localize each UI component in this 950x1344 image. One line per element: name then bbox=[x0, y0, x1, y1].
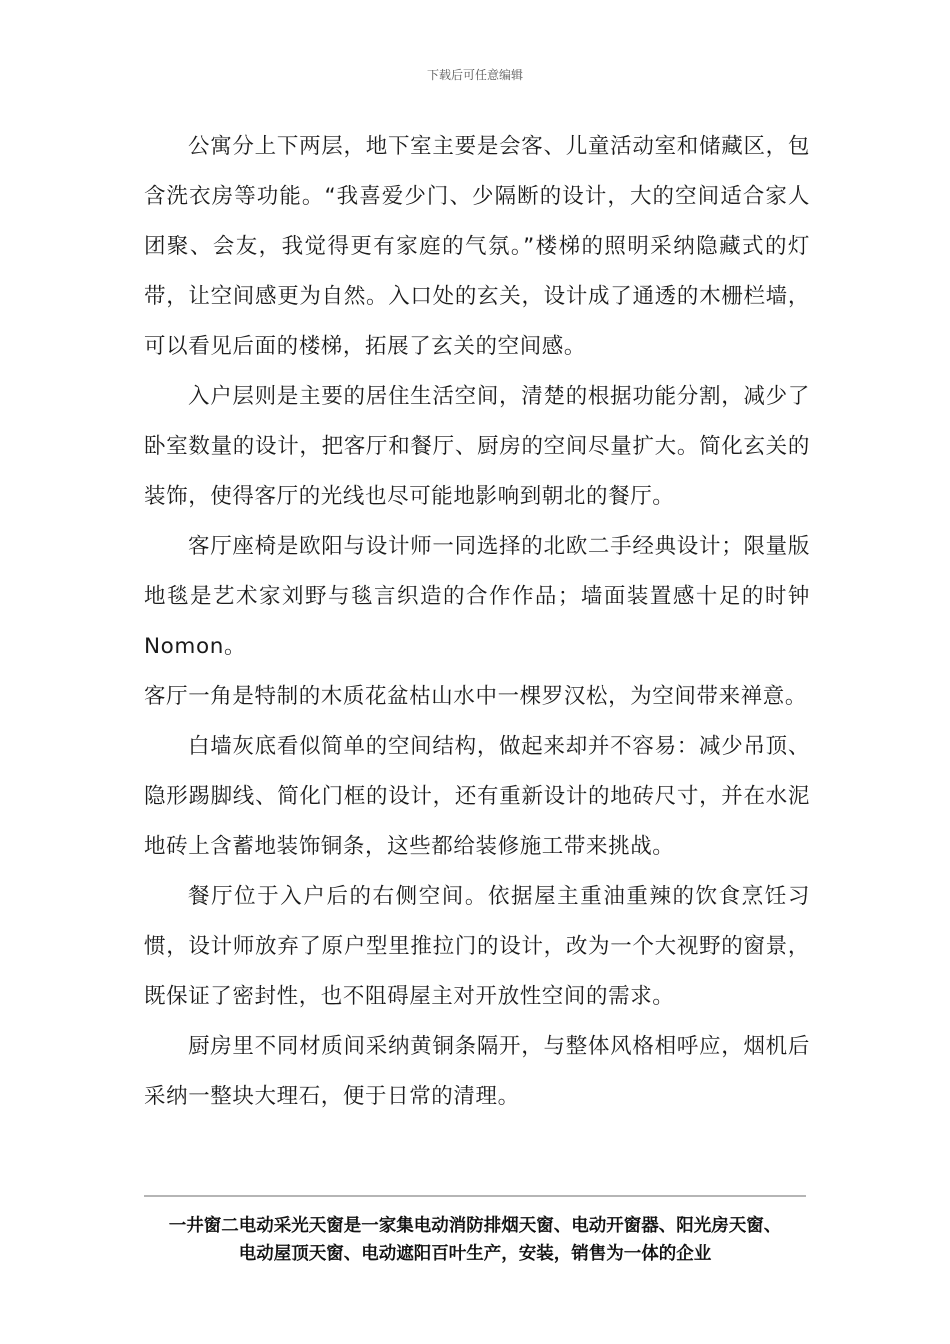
footer-line: 电动屋顶天窗、电动遮阳百叶生产，安装，销售为一体的企业 bbox=[238, 1244, 712, 1264]
paragraph: 入户层则是主要的居住生活空间，清楚的根据功能分割，减少了卧室数量的设计，把客厅和餐厅、厨房的空间尽量扩大。简化玄关的装饰，使得客厅的光线也尽可能地影响到朝北的餐厅。 bbox=[144, 384, 810, 509]
page-header: 下载后可任意编辑 bbox=[426, 68, 523, 82]
paragraph: 客厅一角是特制的木质花盆枯山水中一棵罗汉松，为空间带来禅意。 bbox=[144, 684, 808, 709]
footer-divider bbox=[144, 1195, 806, 1197]
footer-line: 一井窗二电动采光天窗是一家集电动消防排烟天窗、电动开窗器、阳光房天窗、 bbox=[168, 1216, 782, 1236]
article-body bbox=[144, 122, 810, 1122]
paragraph: 白墙灰底看似简单的空间结构，做起来却并不容易：减少吊顶、隐形踢脚线、简化门框的设计，还有重新设计的地砖尺寸，并在水泥地砖上含蓄地装饰铜条，这些都给装修施工带来挑战。 bbox=[144, 734, 810, 859]
paragraph: 客厅座椅是欧阳与设计师一同选择的北欧二手经典设计；限量版地毯是艺术家刘野与毯言织造的合作作品；墙面装置感十足的时钟 Nomon。 bbox=[144, 534, 810, 659]
paragraph: 餐厅位于入户后的右侧空间。依据屋主重油重辣的饮食烹饪习惯，设计师放弃了原户型里推拉门的设计，改为一个大视野的窗景，既保证了密封性，也不阻碍屋主对开放性空间的需求。 bbox=[144, 884, 810, 1009]
paragraph: 公寓分上下两层，地下室主要是会客、儿童活动室和储藏区，包含洗衣房等功能。“我喜爱少门、少隔断的设计，大的空间适合家人团聚、会友，我觉得更有家庭的气氛。”楼梯的照明采纳隐藏式的灯带，让空间感更为自然。入口处的玄关，设计成了通透的木栅栏墙，可以看见后面的楼梯，拓展了玄关的空间感。 bbox=[144, 134, 810, 359]
page-footer bbox=[120, 1212, 830, 1268]
paragraph: 厨房里不同材质间采纳黄铜条隔开，与整体风格相呼应，烟机后采纳一整块大理石，便于日常的清理。 bbox=[144, 1034, 810, 1109]
